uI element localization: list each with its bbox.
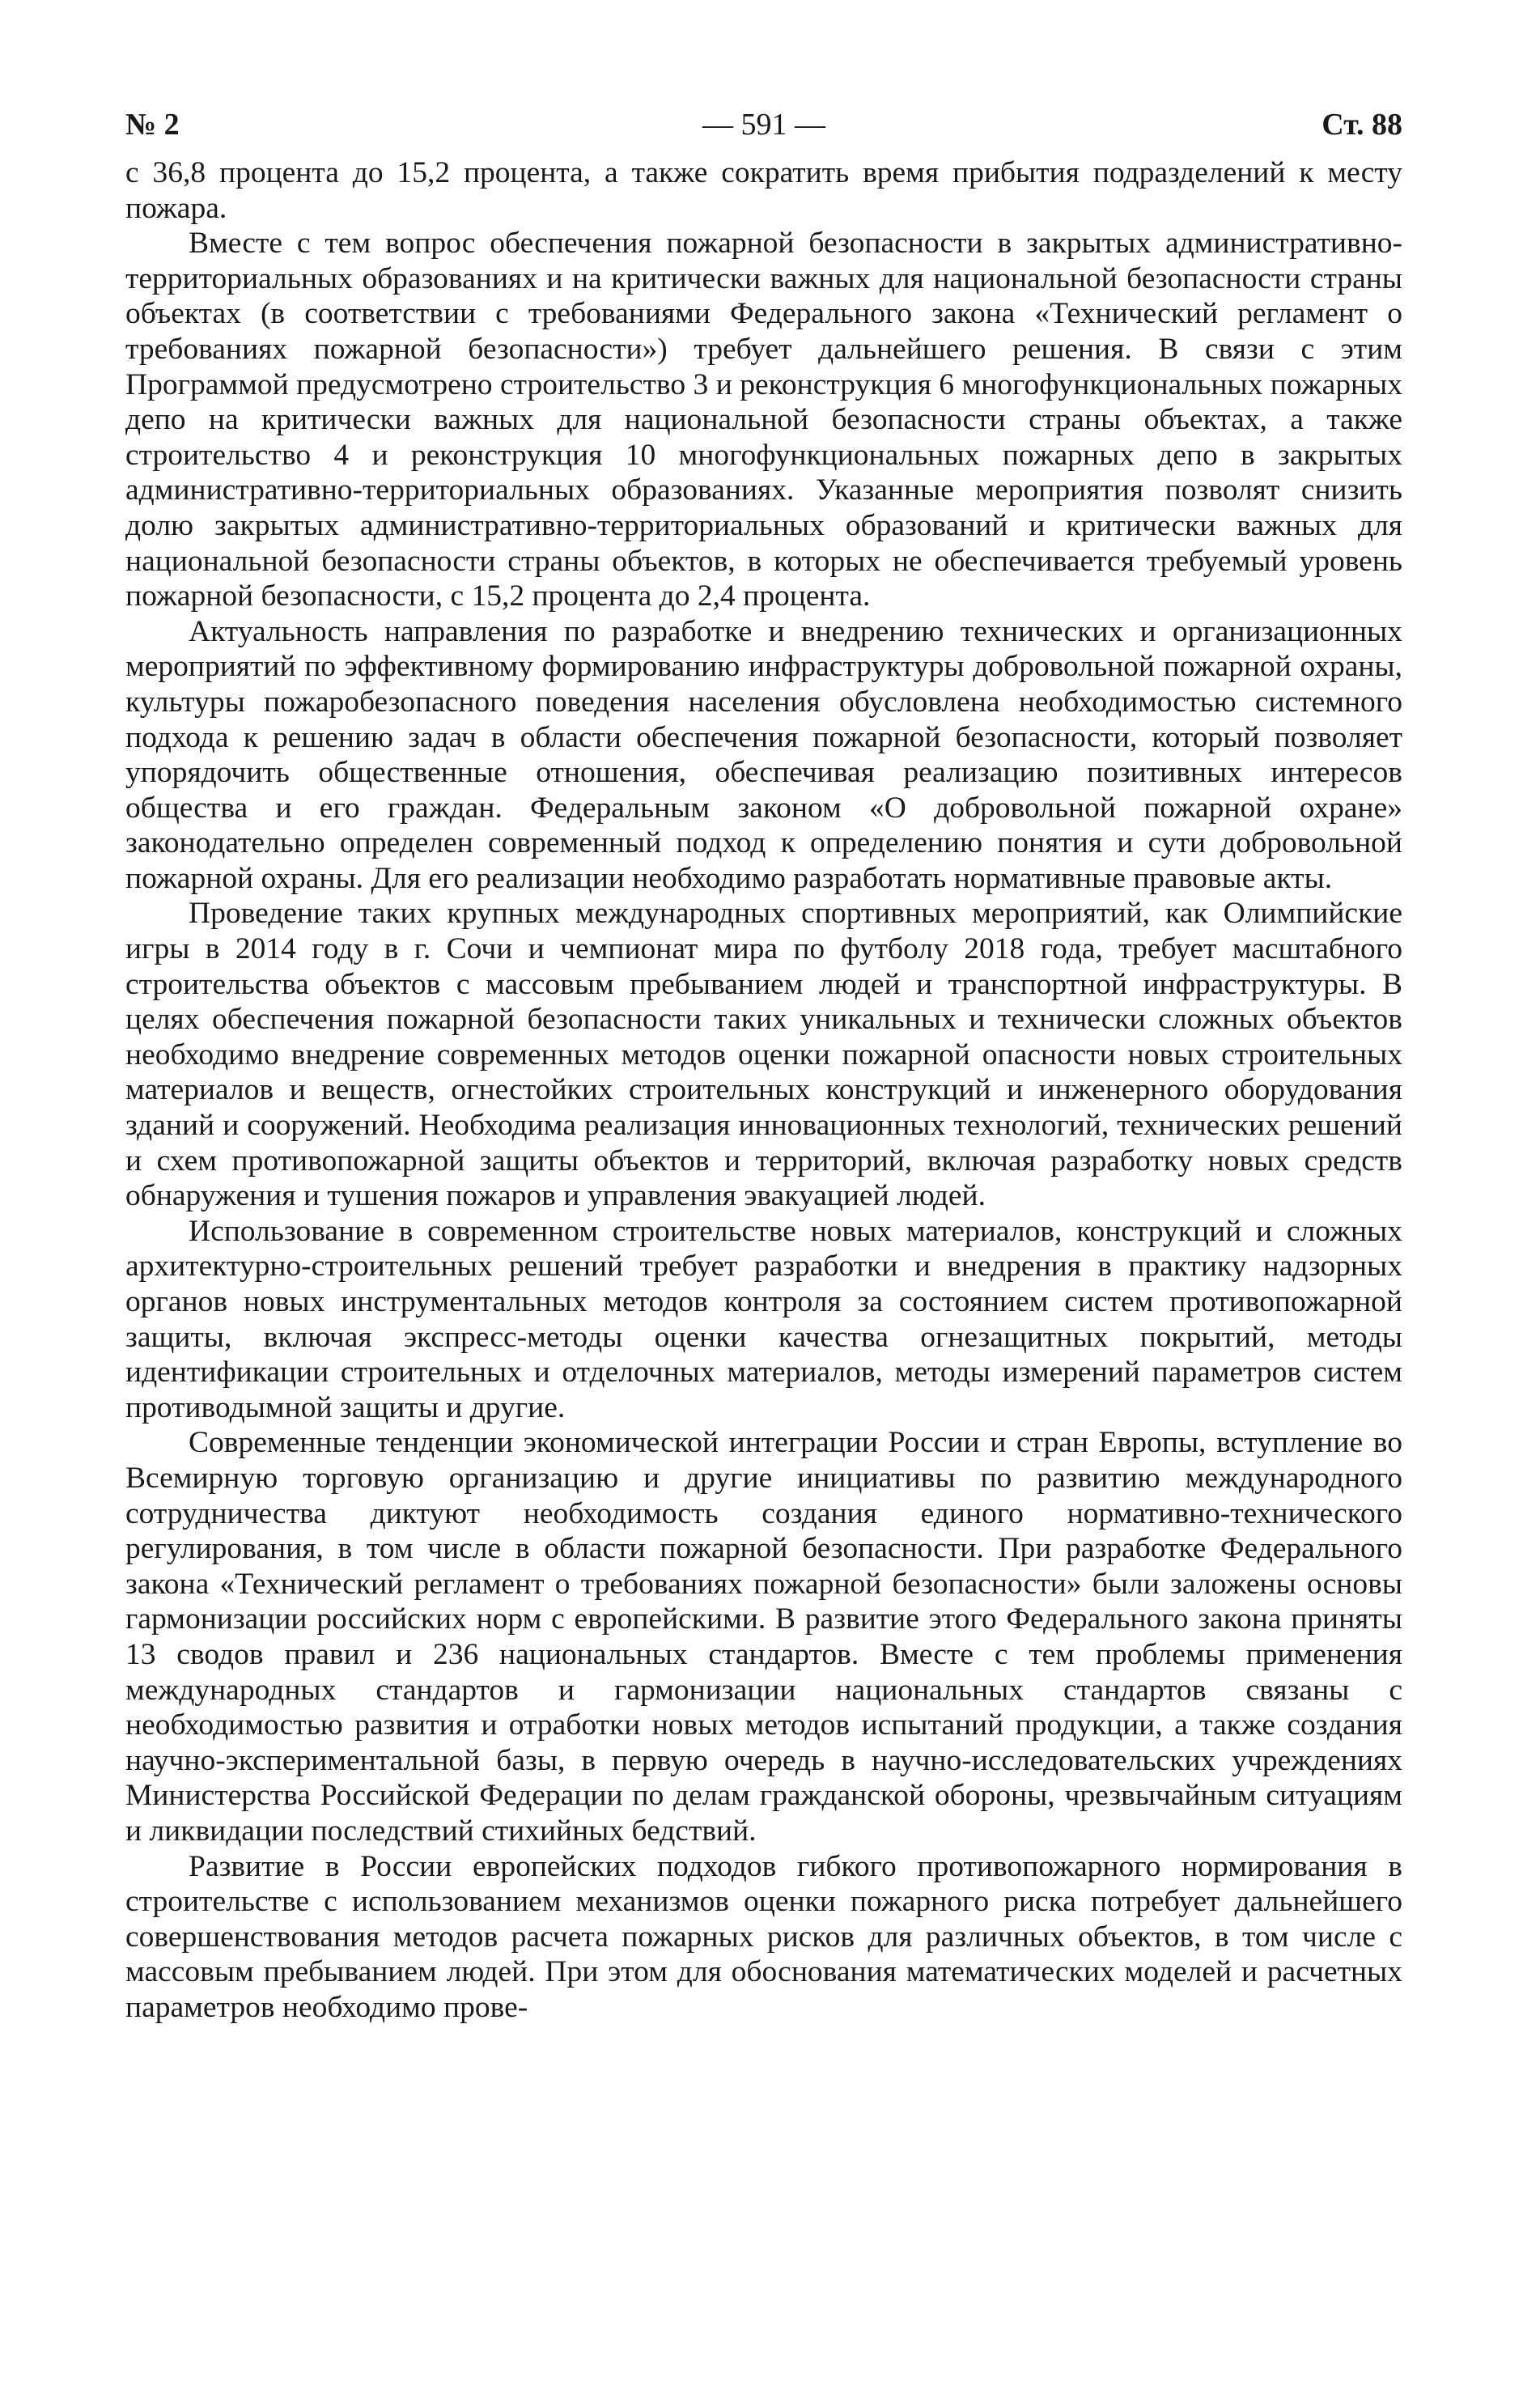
page-number: — 591 — [702,108,825,142]
page-header [125,102,1402,147]
article-number: Ст. 88 [1322,108,1402,142]
document-body [125,155,1402,2025]
issue-number: № 2 [125,108,180,142]
paragraph: Современные тенденции экономической интеграции России и стран Европы, вступление во Всемирную торговую организацию и другие инициативы по развитию международного сотрудничества диктуют необходимость создания единого нормативно-технического регулирования, в том числе в области пожарной безопасности. При разработке Федерального закона «Технический регламент о требованиях пожарной безопасности» были заложены основы гармонизации российских норм с европейскими. В развитие этого Федерального закона приняты 13 сводов правил и 236 национальных стандартов. Вместе с тем проблемы применения международных стандартов и гармонизации национальных стандартов связаны с необходимостью развития и отработки новых методов испытаний продукции, а также создания научно-экспериментальной базы, в первую очередь в научно-исследовательских учреждениях Министерства Российской Федерации по делам гражданской обороны, чрезвычайным ситуациям и ликвидации последствий стихийных бедствий. [125,1426,1402,1848]
paragraph: Использование в современном строительстве новых материалов, конструкций и сложных архитектурно-строительных решений требует разработки и внедрения в практику надзорных органов новых инструментальных методов контроля за состоянием систем противопожарной защиты, включая экспресс-методы оценки качества огнезащитных покрытий, методы идентификации строительных и отделочных материалов, методы измерений параметров систем противодымной защиты и другие. [125,1214,1402,1424]
paragraph: Вместе с тем вопрос обеспечения пожарной безопасности в закрытых административно-территориальных образованиях и на критически важных для национальной безопасности страны объектах (в соответствии с требованиями Федерального закона «Технический регламент о требованиях пожарной безопасности») требует дальнейшего решения. В связи с этим Программой предусмотрено строительство 3 и реконструкция 6 многофункциональных пожарных депо на критически важных для национальной безопасности страны объектах, а также строительство 4 и реконструкция 10 многофункциональных пожарных депо в закрытых административно-территориальных образованиях. Указанные мероприятия позволят снизить долю закрытых административно-территориальных образований и критически важных для национальной безопасности страны объектов, в которых не обеспечивается требуемый уровень пожарной безопасности, с 15,2 процента до 2,4 процента. [125,227,1402,613]
paragraph: Проведение таких крупных международных спортивных мероприятий, как Олимпийские игры в 2014 году в г. Сочи и чемпионат мира по футболу 2018 года, требует масштабного строительства объектов с массовым пребыванием людей и транспортной инфраструктуры. В целях обеспечения пожарной безопасности таких уникальных и технически сложных объектов необходимо внедрение современных методов оценки пожарной опасности новых строительных материалов и веществ, огнестойких строительных конструкций и инженерного оборудования зданий и сооружений. Необходима реализация инновационных технологий, технических решений и схем противопожарной защиты объектов и территорий, включая разработку новых средств обнаружения и тушения пожаров и управления эвакуацией людей. [125,897,1402,1213]
paragraph: Актуальность направления по разработке и внедрению технических и организационных мероприятий по эффективному формированию инфраструктуры добровольной пожарной охраны, культуры пожаробезопасного поведения населения обусловлена необходимостью системного подхода к решению задач в области обеспечения пожарной безопасности, который позволяет упорядочить общественные отношения, обеспечивая реализацию позитивных интересов общества и его граждан. Федеральным законом «О добровольной пожарной охране» законодательно определен современный подход к определению понятия и сути добровольной пожарной охраны. Для его реализации необходимо разработать нормативные правовые акты. [125,614,1402,895]
paragraph: Развитие в России европейских подходов гибкого противопожарного нормирования в строительстве с использованием механизмов оценки пожарного риска потребует дальнейшего совершенствования методов расчета пожарных рисков для различных объектов, в том числе с массовым пребыванием людей. При этом для обоснования математических моделей и расчетных параметров необходимо прове- [125,1849,1402,2024]
paragraph-continuation: с 36,8 процента до 15,2 процента, а также сократить время прибытия подразделений к месту пожара. [125,156,1402,225]
